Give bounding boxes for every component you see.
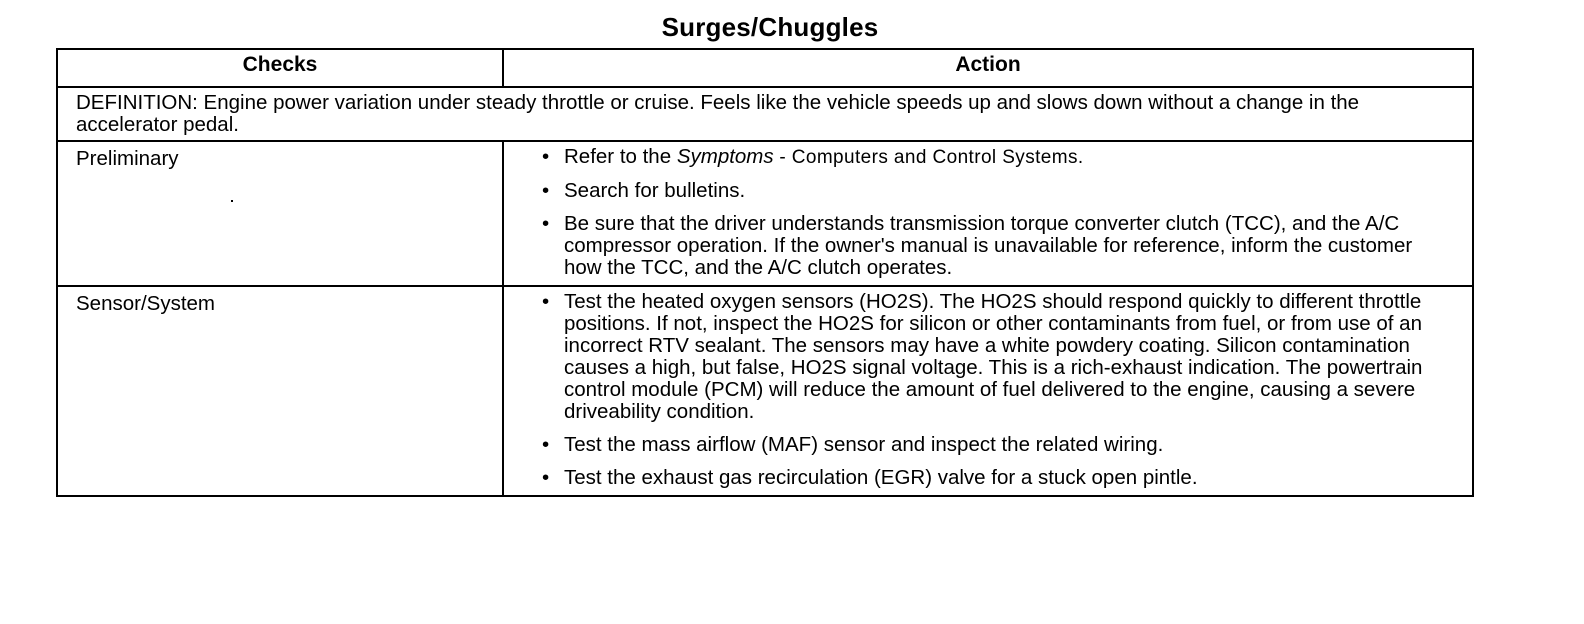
action-item — [540, 213, 1454, 279]
action-cell-sensor-system — [503, 286, 1473, 496]
table-row-sensor-system — [57, 286, 1473, 496]
table-header-row — [57, 49, 1473, 87]
action-text: Search for bulletins. — [564, 179, 746, 202]
scan-speck — [231, 200, 233, 202]
action-list-sensor-system — [540, 291, 1454, 489]
action-text: Test the mass airflow (MAF) sensor and inspect the related wiring. — [564, 433, 1164, 456]
check-label-preliminary: Preliminary — [57, 141, 503, 286]
definition-row — [57, 87, 1473, 141]
action-text: Be sure that the driver understands transmission torque converter clutch (TCC), and the A/C compressor operation. If the owner's manual is unavailable for reference, inform the customer how the TCC, and the A/C clutch operates. — [564, 212, 1413, 279]
action-column-header: Action — [503, 49, 1473, 87]
bullet-icon: • — [542, 466, 550, 489]
bullet-icon: • — [542, 212, 550, 235]
action-item — [540, 434, 1454, 456]
action-text-prefix: Refer to the — [564, 145, 677, 168]
checks-column-header: Checks — [57, 49, 503, 87]
action-item — [540, 146, 1454, 169]
bullet-icon: • — [542, 179, 550, 202]
page-title: Surges/Chuggles — [661, 12, 879, 42]
action-text-suffix: - Computers and Control Systems. — [773, 147, 1084, 168]
action-item — [540, 180, 1454, 202]
bullet-icon: • — [542, 433, 550, 456]
bullet-icon: • — [542, 290, 550, 313]
action-text-emphasis: Symptoms — [676, 145, 774, 168]
table-row-preliminary — [57, 141, 1473, 286]
diagnostic-table — [56, 48, 1474, 497]
bullet-icon: • — [542, 145, 550, 168]
action-list-preliminary — [540, 146, 1454, 279]
action-text: Test the heated oxygen sensors (HO2S). The HO2S should respond quickly to different throttle positions. If not, inspect the HO2S for silicon or other contaminants from fuel, or from use of an incorrect RTV sealant. The sensors may have a white powdery coating. Silicon contamination causes a high, but false, HO2S signal voltage. This is a rich-exhaust indication. The powertrain control module (PCM) will reduce the amount of fuel delivered to the engine, causing a severe driveability condition. — [564, 290, 1423, 423]
action-item — [540, 467, 1454, 489]
action-item — [540, 291, 1454, 423]
check-label-sensor-system: Sensor/System — [57, 286, 503, 496]
action-cell-preliminary — [503, 141, 1473, 286]
action-text: Test the exhaust gas recirculation (EGR) valve for a stuck open pintle. — [564, 466, 1198, 489]
definition-text: DEFINITION: Engine power variation under steady throttle or cruise. Feels like the vehicle speeds up and slows down without a change in the accelerator pedal. — [57, 87, 1473, 141]
